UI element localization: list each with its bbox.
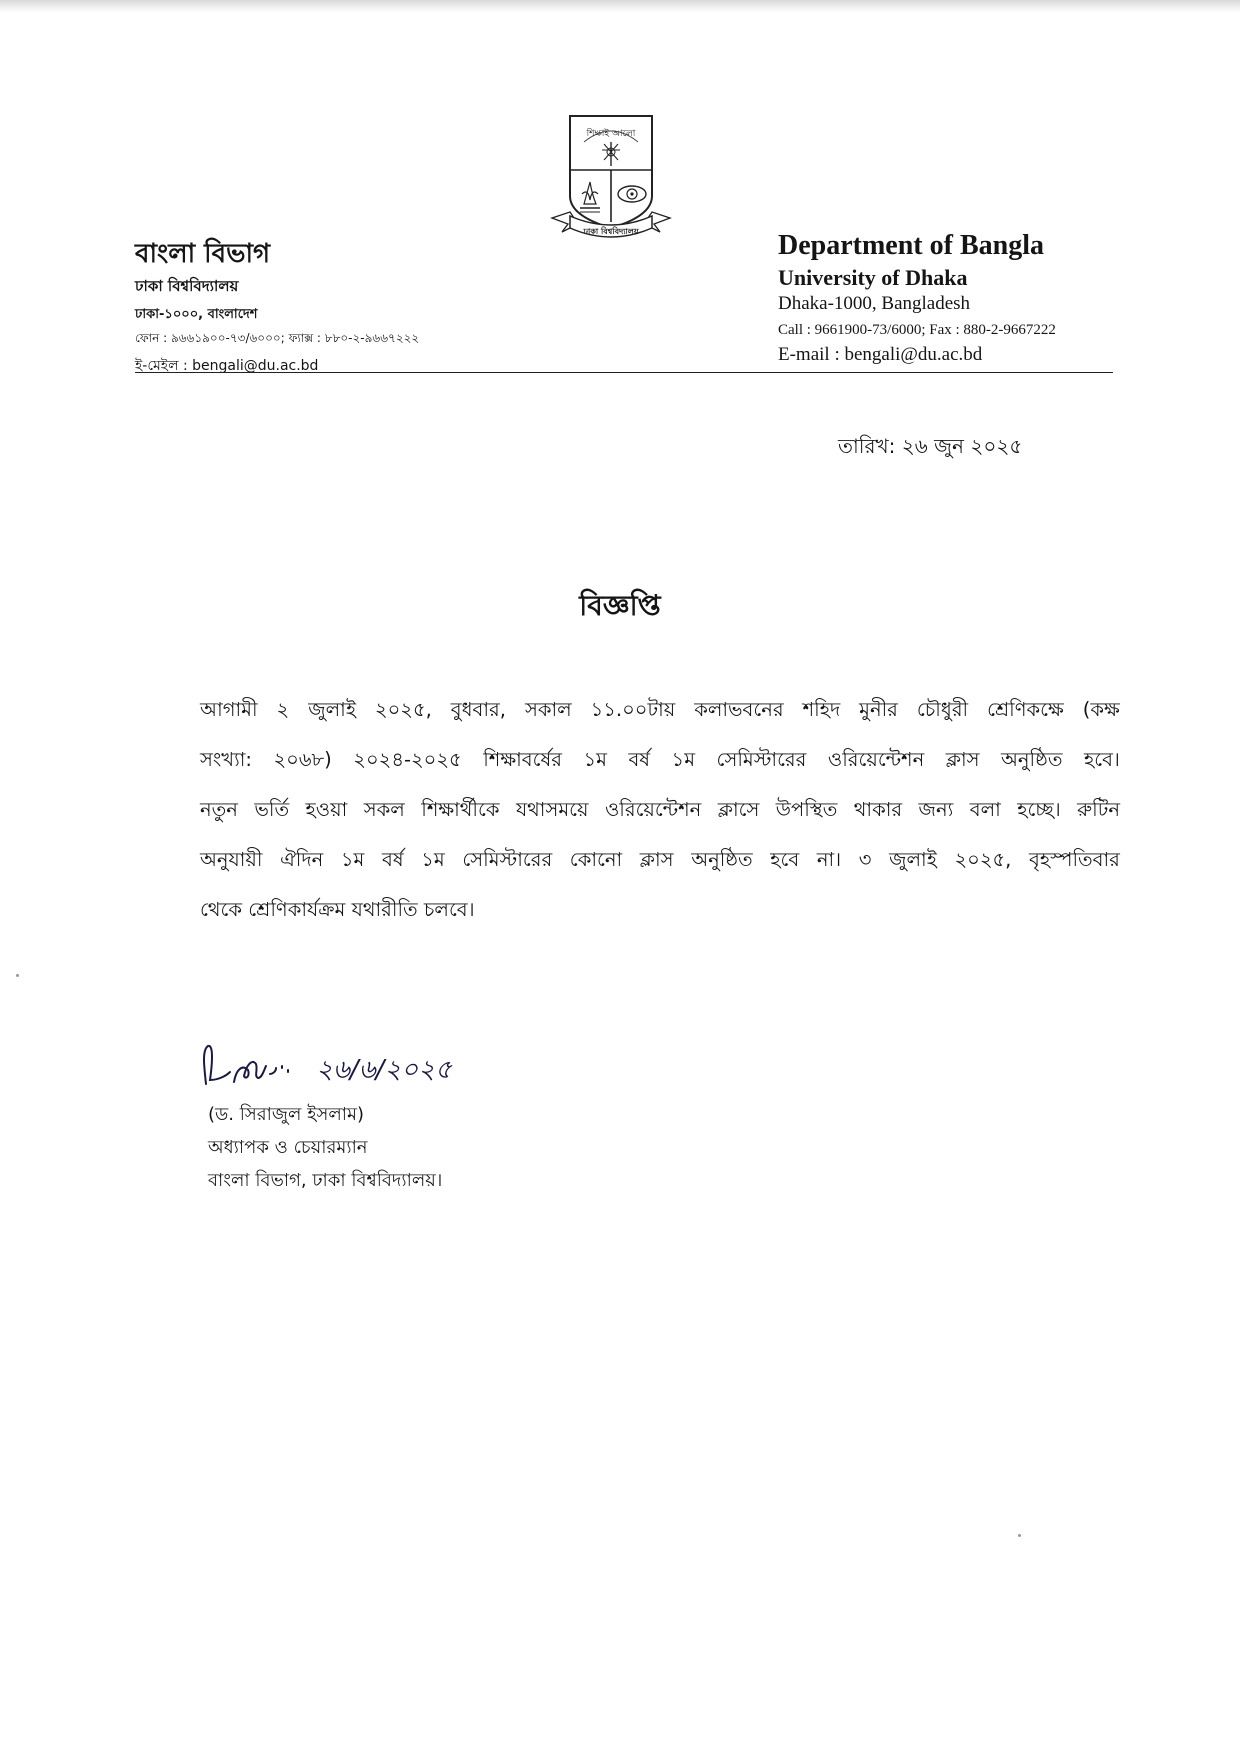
body-line-4 xyxy=(200,846,1120,878)
body-word: ক্লাসে xyxy=(717,798,760,821)
body-word: চৌধুরী xyxy=(916,698,969,721)
body-word: ১ম xyxy=(671,748,696,771)
handwritten-signature xyxy=(196,1036,516,1092)
body-word: শিক্ষাবর্ষের xyxy=(483,748,562,771)
notice-title: বিজ্ঞপ্তি xyxy=(579,589,661,622)
body-word: ১১.০০টায় xyxy=(590,698,676,721)
body-word: ২০২৫, xyxy=(954,848,1012,871)
body-word: আগামী xyxy=(200,698,258,721)
body-word: বৃহস্পতিবার xyxy=(1028,848,1120,871)
signatory-department: বাংলা বিভাগ, ঢাকা বিশ্ববিদ্যালয়। xyxy=(208,1170,443,1191)
body-word: ওরিয়েন্টেশন xyxy=(604,798,702,821)
signatory-name: (ড. সিরাজুল ইসলাম) xyxy=(208,1104,365,1125)
body-word: হওয়া xyxy=(305,798,348,821)
body-word: অনুষ্ঠিত xyxy=(1001,748,1063,771)
body-word: জন্য xyxy=(918,798,954,821)
body-word: শহিদ xyxy=(802,698,841,721)
university-seal-logo xyxy=(548,112,674,252)
seal-motto: শিক্ষাই আলো xyxy=(586,129,636,139)
body-line-2 xyxy=(200,746,1120,778)
body-word: সকল xyxy=(363,798,405,821)
body-word: থাকার xyxy=(853,798,903,821)
body-line-3 xyxy=(200,796,1120,828)
header-en-phone: Call : 9661900-73/6000; Fax : 880-2-9667222 xyxy=(778,322,1056,338)
body-word: নতুন xyxy=(200,798,238,821)
header-en-email: E-mail : bengali@du.ac.bd xyxy=(778,344,983,365)
body-word: অনুষ্ঠিত xyxy=(691,848,753,871)
body-word: না। xyxy=(816,848,842,871)
body-word: সকাল xyxy=(524,698,572,721)
body-word: বর্ষ xyxy=(381,848,404,871)
body-word: বুধবার, xyxy=(450,698,506,721)
body-word: বর্ষ xyxy=(628,748,651,771)
body-word: শ্রেণিকক্ষে xyxy=(987,698,1064,721)
body-word: বলা xyxy=(969,798,1001,821)
body-word: ২ xyxy=(276,698,290,721)
body-line-1 xyxy=(200,696,1120,728)
body-word: কোনো xyxy=(569,848,623,871)
body-word: ওরিয়েন্টেশন xyxy=(827,748,925,771)
body-word: যথাসময়ে xyxy=(515,798,589,821)
body-word: ২০২৪-২০২৫ xyxy=(353,748,462,771)
header-en-address: Dhaka-1000, Bangladesh xyxy=(778,293,971,314)
body-word: জুলাই xyxy=(308,698,356,721)
body-word: থেকে xyxy=(200,898,243,921)
body-word: ১ম xyxy=(583,748,607,771)
body-word: মুনীর xyxy=(859,698,898,721)
header-divider xyxy=(135,372,1113,373)
header-bn-email: ই-মেইল : bengali@du.ac.bd xyxy=(135,358,319,374)
notice-date: তারিখ: ২৬ জুন ২০২৫ xyxy=(838,434,1023,458)
body-word: ২০৬৮) xyxy=(273,748,332,771)
header-en-university: University of Dhaka xyxy=(778,265,968,290)
body-word: অনুযায়ী xyxy=(200,848,263,871)
body-word: ৩ xyxy=(858,848,872,871)
scan-speck xyxy=(1018,1534,1021,1537)
body-word: ক্লাস xyxy=(639,848,674,871)
body-word: রুটিন xyxy=(1077,798,1120,821)
body-word: উপস্থিত xyxy=(775,798,838,821)
header-bn-department: বাংলা বিভাগ xyxy=(135,239,271,269)
body-word: ক্লাস xyxy=(945,748,980,771)
body-word: ১ম xyxy=(340,848,365,871)
body-word: কলাভবনের xyxy=(694,698,784,721)
scan-edge-shadow xyxy=(0,0,1240,12)
body-word: ঐদিন xyxy=(280,848,324,871)
header-bn-address: ঢাকা-১০০০, বাংলাদেশ xyxy=(135,307,258,322)
body-word: শিক্ষার্থীকে xyxy=(421,798,500,821)
header-en-department: Department of Bangla xyxy=(778,230,1044,261)
body-line-5 xyxy=(200,896,1120,928)
body-word: চলবে। xyxy=(423,898,475,921)
body-word: (কক্ষ xyxy=(1082,698,1120,721)
body-word: যথারীতি xyxy=(351,898,418,921)
body-word: ১ম xyxy=(421,848,445,871)
body-word: হবে। xyxy=(1083,748,1120,771)
header-bn-phone: ফোন : ৯৬৬১৯০০-৭৩/৬০০০; ফ্যাক্স : ৮৮০-২-৯৬৬৭২২২ xyxy=(135,331,420,345)
body-word: হচ্ছে। xyxy=(1017,798,1061,821)
body-word: সেমিস্টারের xyxy=(716,748,807,771)
signature-date: ২৬/৬/২০২৫ xyxy=(316,1055,452,1085)
body-word: শ্রেণিকার্যক্রম xyxy=(248,898,346,921)
body-word: ২০২৫, xyxy=(374,698,432,721)
body-word: সংখ্যা: xyxy=(200,748,252,771)
signatory-title: অধ্যাপক ও চেয়ারম্যান xyxy=(208,1137,368,1158)
body-word: হবে xyxy=(770,848,800,871)
header-bn-university: ঢাকা বিশ্ববিদ্যালয় xyxy=(135,277,239,295)
seal-ribbon-text: ঢাকা বিশ্ববিদ্যালয় xyxy=(583,227,639,236)
body-word: ভর্তি xyxy=(254,798,290,821)
body-word: সেমিস্টারের xyxy=(462,848,553,871)
scan-speck xyxy=(16,974,19,977)
body-word: জুলাই xyxy=(889,848,937,871)
